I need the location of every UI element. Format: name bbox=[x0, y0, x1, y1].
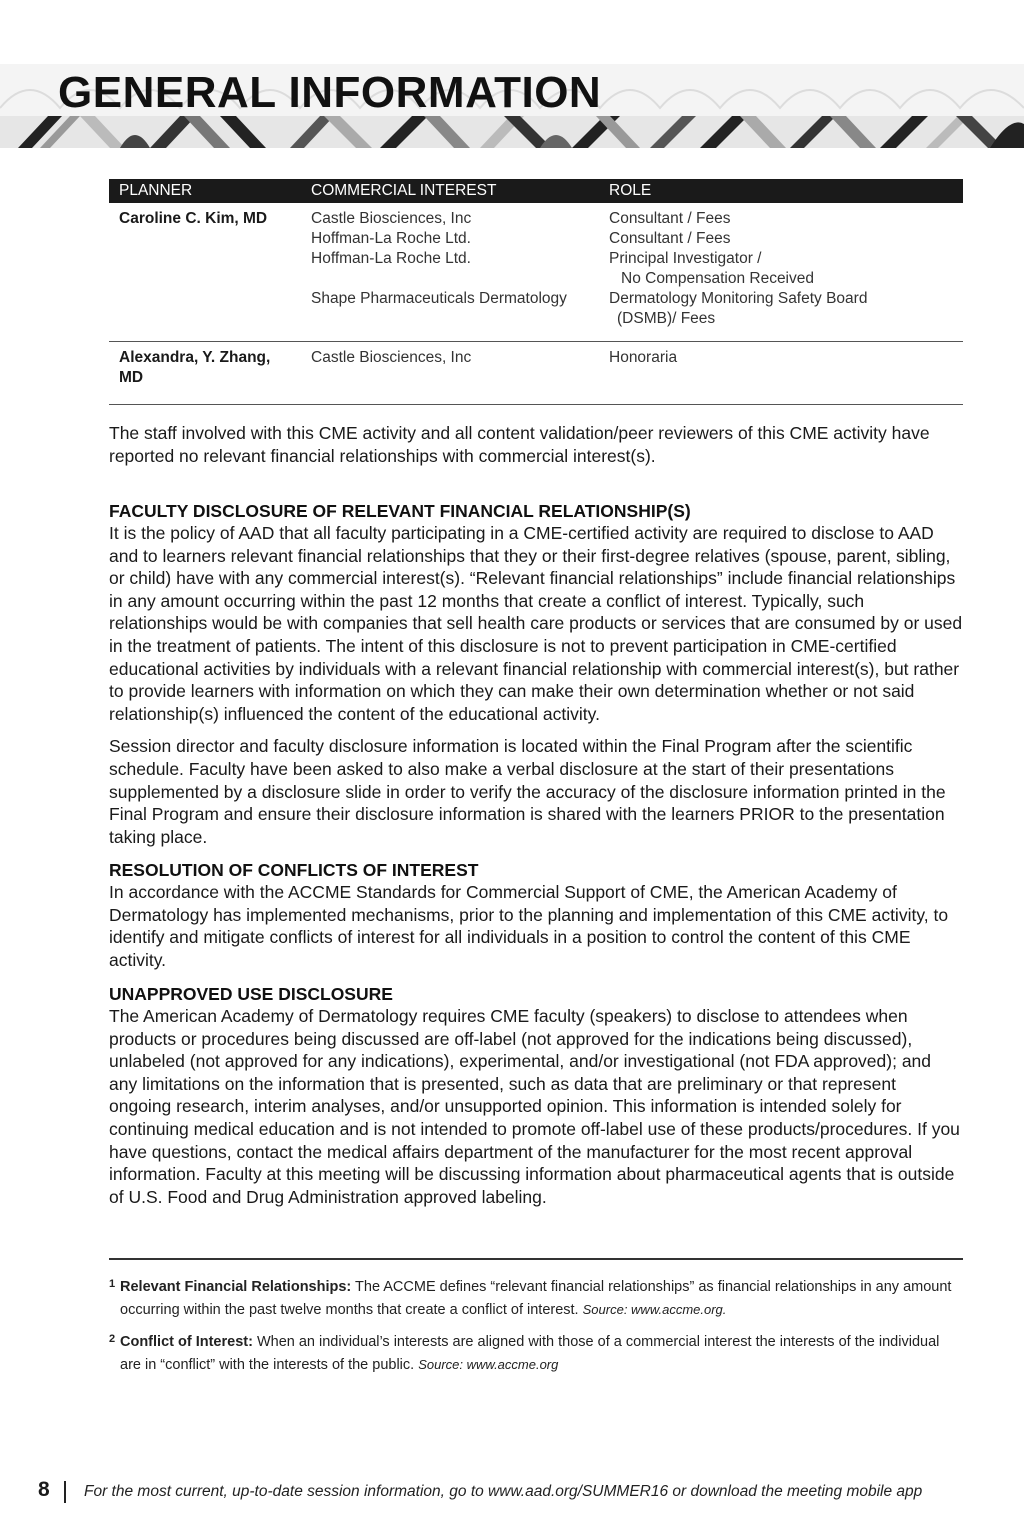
page-number: 8 bbox=[38, 1478, 50, 1501]
footer-text: For the most current, up-to-date session information, go to www.aad.org/SUMMER16 or download the meeting mobile app bbox=[84, 1483, 923, 1500]
role-cell: Consultant / Fees Consultant / Fees Principal Investigator / No Compensation Received Dermatology Monitoring Safety Board (DSMB)/ Fees bbox=[599, 203, 963, 342]
commercial-interest-cell: Castle Biosciences, Inc Hoffman-La Roche Ltd. Hoffman-La Roche Ltd. Shape Pharmaceuticals Dermatology bbox=[301, 203, 599, 342]
footnote-1: 1 Relevant Financial Relationships: The ACCME defines “relevant financial relationships” as financial relationships in any amount occurring within the past twelve months that create a conflict of interest. Source: www.accme.org. bbox=[109, 1278, 952, 1318]
resolution-heading: RESOLUTION OF CONFLICTS OF INTEREST bbox=[109, 860, 479, 880]
faculty-disclosure-paragraph-2: Session director and faculty disclosure information is located within the Final Program after the scientific schedule. Faculty have been asked to also make a verbal disclosure at the start of their presentations supplemented by a disclosure slide in order to verify the accuracy of the disclosure information printed in the Final Program and ensure their disclosure information is shared with the learners PRIOR to the presentation taking place. bbox=[109, 736, 946, 847]
unapproved-use-heading: UNAPPROVED USE DISCLOSURE bbox=[109, 984, 393, 1004]
unapproved-use-paragraph: The American Academy of Dermatology requires CME faculty (speakers) to disclose to attendees when products or procedures being discussed are off-label (not approved for the indications being discussed), unlabeled (not approved for any indications), experimental, and/or investigational (not FDA approved); and any limitations on the information that is presented, such as data that are preliminary or that represent ongoing research, interim analyses, and/or unsupported opinion. This information is intended solely for continuing medical education and is not intended to promote off-label use of these products/procedures. If you have questions, contact the medical affairs department of the manufacturer for the most recent approval information. Faculty at this meeting will be discussing information about pharmaceutical agents that is outside of U.S. Food and Drug Administration approved labeling. bbox=[109, 1006, 960, 1207]
column-header-commercial-interest: COMMERCIAL INTEREST bbox=[301, 179, 599, 203]
unapproved-use-section bbox=[109, 983, 963, 1208]
table-header-row bbox=[109, 179, 963, 203]
column-header-role: ROLE bbox=[599, 179, 963, 203]
faculty-disclosure-heading: FACULTY DISCLOSURE OF RELEVANT FINANCIAL RELATIONSHIP(S) bbox=[109, 501, 691, 521]
column-header-planner: PLANNER bbox=[109, 179, 301, 203]
role-cell: Honoraria bbox=[599, 342, 963, 405]
page-title: GENERAL INFORMATION bbox=[58, 68, 602, 117]
faculty-disclosure-section bbox=[109, 500, 963, 848]
planner-table bbox=[109, 179, 963, 405]
table-row bbox=[109, 203, 963, 342]
planner-name: Caroline C. Kim, MD bbox=[109, 203, 301, 342]
footnote-divider bbox=[109, 1258, 963, 1260]
planner-name: Alexandra, Y. Zhang, MD bbox=[109, 342, 301, 405]
staff-note: The staff involved with this CME activity and all content validation/peer reviewers of this CME activity have reported no relevant financial relationships with commercial interest(s). bbox=[109, 423, 930, 466]
footer-divider bbox=[64, 1481, 66, 1503]
faculty-disclosure-paragraph-1: It is the policy of AAD that all faculty participating in a CME-certified activity are required to disclose to AAD and to learners relevant financial relationships that they or their first-degree relatives (spouse, parent, sibling, or child) have with any commercial interest(s). “Relevant financial relationships” include financial relationships in any amount occurring within the past 12 months that create a conflict of interest. Typically, such relationships would be with companies that sell health care products or services that are consumed by or used in the treatment of patients. The intent of this disclosure is not to prevent participation in CME-certified educational activities by individuals with a relevant financial relationship with commercial interest(s), but rather to provide learners with information on which they can make their own determination whether or not said relationship(s) influenced the content of the educational activity. bbox=[109, 523, 963, 724]
table-row bbox=[109, 342, 963, 405]
footnote-2: 2 Conflict of Interest: When an individual’s interests are aligned with those of a commercial interest the interests of the individual are in “conflict” with the interests of the public. Source: www.accme.org bbox=[109, 1333, 940, 1373]
resolution-paragraph: In accordance with the ACCME Standards for Commercial Support of CME, the American Academy of Dermatology has implemented mechanisms, prior to the planning and implementation of this CME activity, to identify and mitigate conflicts of interest for all individuals in a position to control the content of this CME activity. bbox=[109, 882, 949, 970]
planner-table-wrapper bbox=[109, 179, 963, 405]
resolution-section bbox=[109, 859, 963, 971]
commercial-interest-cell: Castle Biosciences, Inc bbox=[301, 342, 599, 405]
